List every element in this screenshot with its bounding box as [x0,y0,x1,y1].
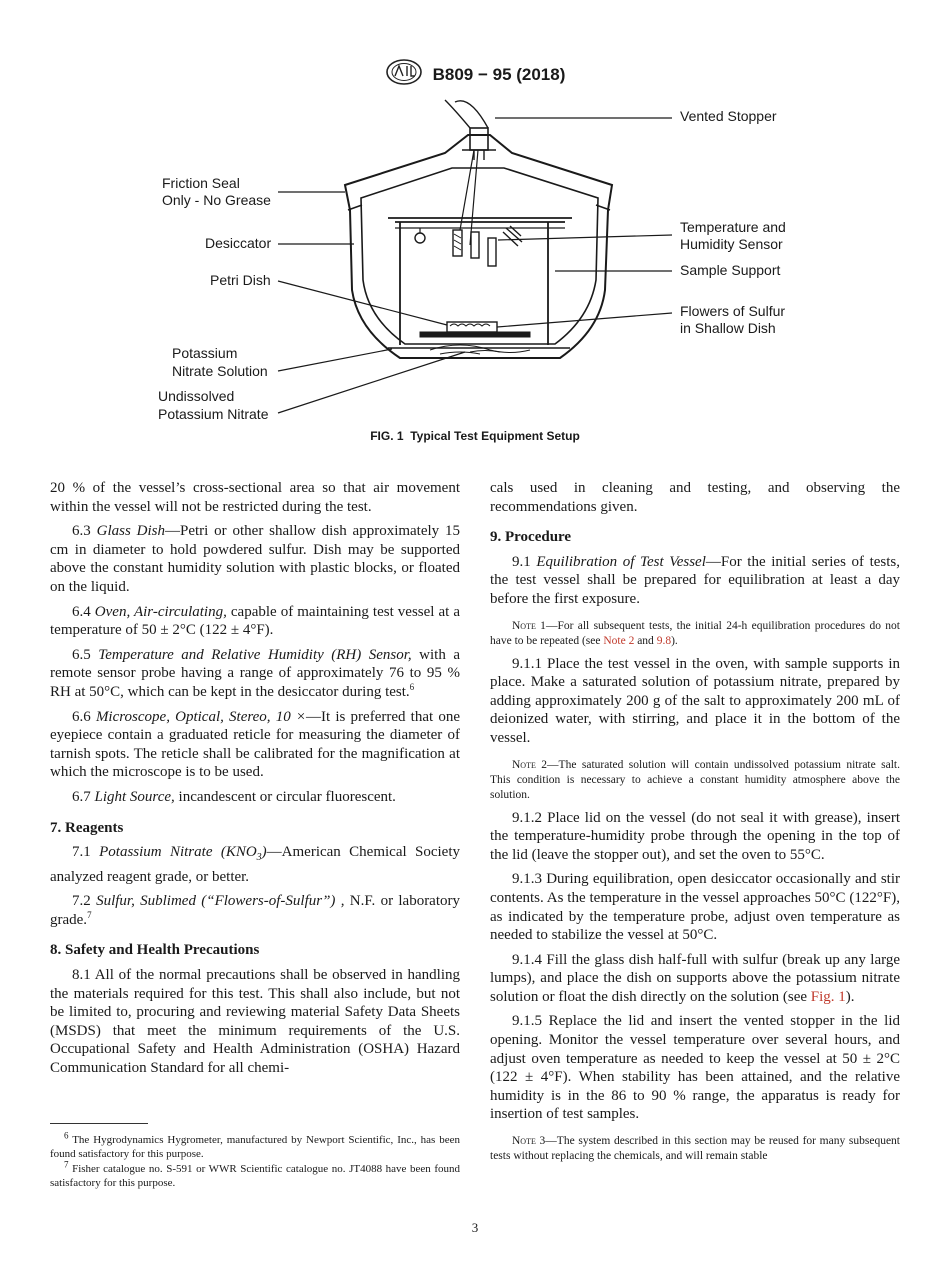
vented-stopper-shape [470,128,488,150]
section-7-1: 7.1 Potassium Nitrate $(KNO_3)—American$ Chemical Society analyzed reagent grade, or better. [50,844,460,885]
section-6-3: 6.3 Glass Dish—Petri or other shallow dish approximately 15 cm in diameter to hold powdered sulfur. Dish may be supported above the constant humidity solution with plastic blocks, or floated on the liquid. [50,523,461,595]
footnote-rule [50,1123,148,1124]
section-9-heading: 9. Procedure [490,529,572,546]
label-desiccator: Desiccator [205,235,272,251]
label-undissolved-2: Potassium Nitrate [158,406,269,422]
page-number: 3 [471,1220,479,1235]
fig-1-link[interactable]: Fig. 1 [810,988,846,1005]
paragraph-continued-right: cals used in cleaning and testing, and observing the recommendations given. [490,480,900,515]
label-friction-seal-2: Only - No Grease [162,192,271,208]
page-header [0,58,950,91]
section-9-1-4: 9.1.4 Fill the glass dish half-full with sulfur (break up any large lumps), and place the dish on supports above the potassium nitrate solution or float the dish directly on the solution (see Fig. 1). [490,951,900,1005]
astm-logo-icon [385,58,423,91]
section-7-heading: 7. Reagents [50,819,124,836]
section-9-1-2: 9.1.2 Place lid on the vessel (do not seal it with grease), insert the temperature-humidity probe through the opening in the top of the lid (leave the stopper out), and set the oven to 55°C. [490,809,900,863]
note-2: Note 2—The saturated solution will contain undissolved potassium nitrate salt. This condition is necessary to achieve a constant humidity atmosphere above the solution. [490,758,900,801]
label-undissolved-1: Undissolved [158,388,235,404]
section-9-1-5: 9.1.5 Replace the lid and insert the vented stopper in the lid opening. Monitor the vessel temperature over several hours, and adjust oven temperature as needed to keep the vessel at 50 ± 2°C (122 ± 4°F). When stability has been attained, and the relative humidity is in the 86 to 90 % range, the apparatus is ready for insertion of test samples. [490,1013,900,1123]
figure-number: FIG. 1 [370,429,404,443]
paragraph-continued: 20 % of the vessel’s cross-sectional area so that air movement within the vessel will not be restricted during the test. [50,480,460,515]
section-8-1: 8.1 All of the normal precautions shall be observed in handling the materials required for this test. This shall also include, but not be limited to, procuring and reviewing material Safety Data Sheets (MSDS) that meet the minimum requirements of the U.S. Occupational Safety and Health Administration (OSHA) Hazard Communication Standard for all chemi- [50,967,460,1077]
section-6-4: 6.4 Oven, Air-circulating, capable of maintaining test vessel at a temperature of 50 ± 2°C (122 ± 4°F). [50,603,461,639]
right-column [490,479,900,1170]
label-vented-stopper: Vented Stopper [680,108,777,124]
label-temp-sensor-2: Humidity Sensor [680,236,783,252]
section-9-1-1: 9.1.1 Place the test vessel in the oven, with sample supports in place. Make a saturated solution of potassium nitrate, prepared by adding approximately 200 g of the salt to approximately 200 mL of deionized water, with stirring, and place it in the bottom of the vessel. [490,655,900,746]
section-6-7: 6.7 Light Source, incandescent or circular fluorescent. [72,788,396,805]
figure-caption [0,429,950,443]
label-flowers-1: Flowers of Sulfur [680,303,786,319]
label-kno3-solution-1: Potassium [172,345,238,361]
label-temp-sensor-1: Temperature and [680,219,786,235]
section-9-8-link[interactable]: 9.8 [656,634,672,647]
note-1: Note 1—For all subsequent tests, the initial 24-h equilibration procedures do not have to be repeated (see Note 2 and 9.8). [490,619,900,647]
footnote-ref-6[interactable]: 6 [409,681,415,692]
section-9-1-3: 9.1.3 During equilibration, open desiccator occasionally and stir contents. As the temperature in the vessel approaches 50°C (122°F), as indicated by the temperature probe, adjust oven temperature as needed to stabilize the vessel at 50°C. [490,871,900,944]
footnote-7: $^7$ Fisher catalogue no. S-591 or WWR Scientific catalogue no. JT4088 have been found satisfactory for this purpose. [50,1159,460,1189]
note-2-link[interactable]: Note 2 [603,634,635,647]
section-7-2: 7.2 Sulfur, Sublimed (“Flowers-of-Sulfur”) , N.F. or laboratory grade.$^7$ [50,893,461,928]
section-8-heading: 8. Safety and Health Precautions [50,942,260,959]
figure-title: Typical Test Equipment Setup [410,429,580,443]
test-equipment-figure [0,90,950,430]
label-flowers-2: in Shallow Dish [680,320,776,336]
footnote-6: $^6$ The Hygrodynamics Hygrometer, manufactured by Newport Scientific, Inc., has been found satisfactory for this purpose. [50,1130,460,1160]
section-6-6: 6.6 Microscope, Optical, Stereo, 10 ×—It is preferred that one eyepiece contain a graduated reticle for measuring the diameter of tarnish spots. The reticle shall be calibrated for the magnification at which the microscope is to be used. [50,708,461,781]
section-6-5: 6.5 Temperature and Relative Humidity (RH) Sensor, with a remote sensor probe having a range of approximately 76 to 95 % RH at 50°C, which can be kept in the desiccator during test.$^6$ [50,646,460,700]
note-3: Note 3—The system described in this section may be reused for many subsequent tests without replacing the chemicals, and will remain stable [490,1135,900,1163]
section-9-1: 9.1 Equilibration of Test Vessel—For the initial series of tests, the test vessel shall be prepared for equilibration at least a day before the first exposure. [490,553,900,607]
footnote-ref-7[interactable]: 7 [87,909,92,920]
label-kno3-solution-2: Nitrate Solution [172,363,268,379]
label-petri-dish: Petri Dish [210,272,271,288]
left-column [50,479,460,1078]
document-designation: B809 − 95 (2018) [432,64,566,84]
label-sample-support: Sample Support [680,262,781,278]
label-friction-seal-1: Friction Seal [162,175,240,191]
